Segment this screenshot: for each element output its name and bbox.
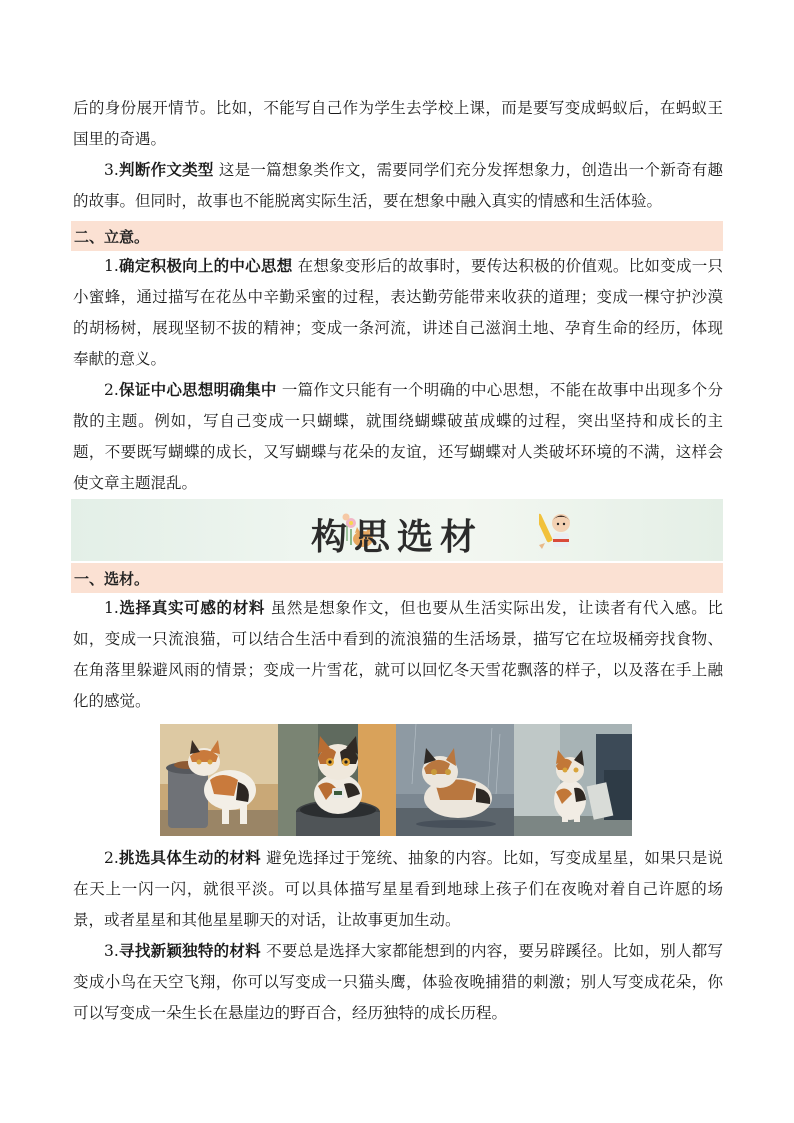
section-heading-band — [71, 563, 723, 593]
paragraph-positive-theme — [73, 251, 723, 375]
paragraph-text: 一篇作文只能有一个明确的中心思想，不能在故事中出现多个分散的主题。例如，写自己变成一只蝴蝶，就围绕蝴蝶破茧成蝶的过程，突出坚持和成长的主题，不要既写蝴蝶的成长，又写蝴蝶与花朵的友谊，还写蝴蝶对人类破坏环境的不满，这样会使文章主题混乱。 — [73, 381, 723, 492]
paragraph-text: 后的身份展开情节。比如，不能写自己作为学生去学校上课，而是要写变成蚂蚁后，在蚂蚁王国里的奇遇。 — [73, 99, 723, 148]
paragraph-text: 这是一篇想象类作文，需要同学们充分发挥想象力，创造出一个新奇有趣的故事。但同时，故事也不能脱离实际生活，要在想象中融入真实的情感和生活体验。 — [73, 161, 723, 210]
paragraph-vivid-material — [73, 843, 723, 936]
paragraph-text: 虽然是想象作文，但也要从生活实际出发，让读者有代入感。比如，变成一只流浪猫，可以结合生活中看到的流浪猫的生活场景，描写它在垃圾桶旁找食物、在角落里躲避风雨的情景；变成一片雪花，就可以回忆冬天雪花飘落的样子，以及落在手上融化的感觉。 — [73, 599, 723, 710]
paragraph-focused-theme — [73, 375, 723, 499]
paragraph-real-material — [73, 593, 723, 717]
item-title: 选择真实可感的材料 — [118, 599, 266, 617]
paragraph-text: 不要总是选择大家都能想到的内容，要另辟蹊径。比如，别人都写变成小鸟在天空飞翔，你可以写变成一只猫头鹰，体验夜晚捕猎的刺激；别人写变成花朵，你可以写变成一朵生长在悬崖边的野百合，经历独特的成长历程。 — [73, 942, 723, 1022]
section-heading-xuancai: 一、选材。 — [74, 570, 150, 588]
cat-in-bin-photo — [278, 724, 396, 836]
section-heading-band — [71, 221, 723, 251]
paragraph-judge-type — [73, 155, 723, 217]
item-title: 判断作文类型 — [118, 161, 214, 179]
banner-title: 构思选材 — [310, 517, 483, 558]
item-number: 1. — [104, 599, 119, 617]
item-number: 3. — [104, 161, 119, 179]
item-title: 寻找新颖独特的材料 — [118, 942, 261, 960]
item-number: 3. — [104, 942, 119, 960]
boy-pencil-icon — [539, 509, 575, 549]
paragraph-text: 避免选择过于笼统、抽象的内容。比如，写变成星星，如果只是说在天上一闪一闪，就很平淡。可以具体描写星星看到地球上孩子们在夜晚对着自己许愿的场景，或者星星和其他星星聊天的对话，让故事更加生动。 — [73, 849, 723, 929]
section-heading-liyi: 二、立意。 — [74, 228, 150, 246]
item-title: 确定积极向上的中心思想 — [118, 257, 293, 275]
item-title: 挑选具体生动的材料 — [118, 849, 261, 867]
paragraph-text: 在想象变形后的故事时，要传达积极的价值观。比如变成一只小蜜蜂，通过描写在花丛中辛勤采蜜的过程，表达勤劳能带来收获的道理；变成一棵守护沙漠的胡杨树，展现坚韧不拔的精神；变成一条河流，讲述自己滋润土地、孕育生命的经历，体现奉献的意义。 — [73, 257, 723, 368]
cat-in-rain-photo — [396, 724, 514, 836]
cat-trash-can-photo — [160, 724, 278, 836]
cat-in-corner-photo — [514, 724, 632, 836]
item-number: 2. — [104, 849, 119, 867]
item-title: 保证中心思想明确集中 — [118, 381, 277, 399]
section-banner — [71, 499, 723, 561]
paragraph-novel-material — [73, 936, 723, 1029]
cat-photo-strip — [160, 724, 632, 836]
paragraph-intro-continuation — [73, 93, 723, 155]
item-number: 2. — [104, 381, 119, 399]
item-number: 1. — [104, 257, 119, 275]
